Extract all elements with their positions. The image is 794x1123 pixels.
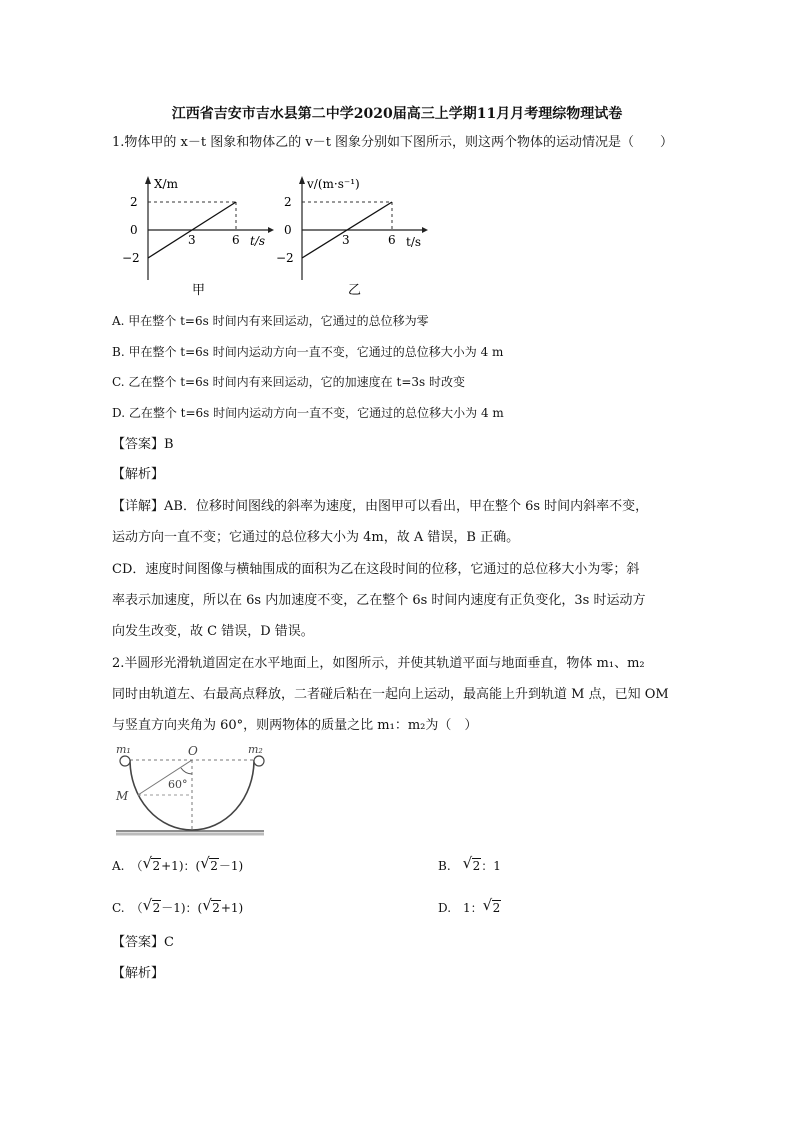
q2-option-b-prefix: B.: [438, 859, 463, 873]
semicircle-track-figure: [112, 744, 268, 838]
x-label: t/s: [406, 235, 422, 249]
radical-sign: √: [462, 854, 473, 872]
tick-x-mid: 3: [188, 233, 196, 247]
radical-sign: √: [142, 896, 153, 914]
q2-stem-line-1: 2.半圆形光滑轨道固定在水平地面上，如图所示，并使其轨道平面与地面垂直，物体 m₁、m₂: [112, 656, 645, 671]
graph-yi: [272, 170, 442, 300]
q1-option-d: D. 乙在整个 t=6s 时间内运动方向一直不变，它通过的总位移大小为 4 m: [112, 406, 504, 420]
tick-y-bottom: −2: [276, 251, 294, 265]
radical-sign: √: [200, 854, 210, 872]
q2-option-d: [438, 896, 501, 916]
page-title: 江西省吉安市吉水县第二中学2020届高三上学期11月月考理综物理试卷: [171, 106, 623, 122]
q2-option-a-suffix: －1): [218, 859, 244, 873]
sqrt-icon: [200, 854, 219, 874]
tick-y-bottom: −2: [122, 251, 140, 265]
q1-option-b: B. 甲在整个 t=6s 时间内运动方向一直不变，它通过的总位移大小为 4 m: [112, 345, 504, 359]
q2-option-b: [438, 854, 501, 874]
q2-option-a: [112, 854, 244, 874]
label-o: O: [188, 744, 198, 758]
q2-answer: 【答案】C: [112, 935, 174, 950]
tick-x-mid: 3: [342, 233, 350, 247]
q1-detail-line-2: 运动方向一直不变；它通过的总位移大小为 4m，故 A 错误，B 正确。: [112, 530, 520, 545]
sqrt-argument: 2: [210, 859, 218, 873]
tick-y-top: 2: [130, 195, 138, 209]
radical-sign: √: [482, 896, 493, 914]
q2-stem-line-3: 与竖直方向夹角为 60°，则两物体的质量之比 m₁：m₂为（ ）: [112, 718, 478, 733]
sqrt-argument: 2: [152, 901, 161, 915]
sqrt-icon: [142, 896, 162, 916]
q1-stem: 1.物体甲的 x－t 图象和物体乙的 v－t 图象分别如下图所示，则这两个物体的运动情况是（ ）: [112, 135, 674, 150]
label-angle: 60°: [168, 778, 188, 791]
sqrt-argument: 2: [492, 901, 501, 915]
label-m2: m₂: [248, 744, 263, 756]
tick-y-zero: 0: [130, 223, 138, 237]
q1-detail-line-4: 率表示加速度，所以在 6s 内加速度不变，乙在整个 6s 时间内速度有正负变化，3s 时运动方: [112, 593, 646, 608]
q2-stem-line-2: 同时由轨道左、右最高点释放，二者碰后粘在一起向上运动，最高能上升到轨道 M 点，已知 OM: [112, 687, 669, 702]
sqrt-argument: 2: [472, 859, 481, 873]
q1-detail-line-5: 向发生改变，故 C 错误，D 错误。: [112, 624, 314, 639]
label-m: M: [116, 789, 129, 803]
caption-yi: 乙: [348, 283, 362, 298]
y-label: X/m: [154, 177, 178, 191]
y-label: v/(m·s⁻¹): [307, 177, 360, 191]
graph-jia: [118, 170, 278, 300]
q2-option-c: [112, 896, 244, 916]
q1-option-c: C. 乙在整个 t=6s 时间内有来回运动，它的加速度在 t=3s 时改变: [112, 375, 465, 389]
q1-analysis-label: 【解析】: [112, 467, 165, 482]
sqrt-icon: [482, 896, 502, 916]
y-axis-arrow: [299, 176, 305, 184]
sqrt-argument: 2: [212, 901, 220, 915]
q1-answer: 【答案】B: [112, 437, 174, 452]
q2-option-c-suffix: +1): [220, 901, 244, 915]
caption-jia: 甲: [192, 283, 206, 298]
radical-sign: √: [142, 854, 153, 872]
radical-sign: √: [202, 896, 212, 914]
tick-x-end: 6: [232, 233, 240, 247]
angle-arc: [181, 768, 192, 774]
q1-detail-line-1: 【详解】AB．位移时间图线的斜率为速度，由图甲可以看出，甲在整个 6s 时间内斜率不变，: [112, 499, 649, 514]
x-axis-arrow: [422, 227, 428, 233]
q2-option-a-prefix: A. （: [112, 859, 143, 873]
q2-option-c-mid: －1)：(: [161, 901, 203, 915]
label-m1: m₁: [116, 744, 131, 756]
q1-detail-line-3: CD．速度时间图像与横轴围成的面积为乙在这段时间的位移，它通过的总位移大小为零；斜: [112, 562, 640, 577]
sqrt-icon: [462, 854, 482, 874]
tick-y-top: 2: [284, 195, 292, 209]
q2-option-b-suffix: ：1: [481, 859, 501, 873]
tick-x-end: 6: [388, 233, 396, 247]
q2-option-a-mid: +1)：(: [161, 859, 201, 873]
q2-option-c-prefix: C. （: [112, 901, 143, 915]
q1-option-a: A. 甲在整个 t=6s 时间内有来回运动，它通过的总位移为零: [112, 314, 429, 328]
x-label: t/s: [250, 234, 266, 248]
sqrt-icon: [142, 854, 161, 874]
ball-m1: [120, 756, 130, 766]
q2-analysis-label: 【解析】: [112, 966, 165, 981]
y-axis-arrow: [145, 176, 151, 184]
q2-option-d-prefix: D. 1：: [438, 901, 483, 915]
sqrt-argument: 2: [152, 859, 161, 873]
ball-m2: [254, 756, 264, 766]
tick-y-zero: 0: [284, 223, 292, 237]
sqrt-icon: [202, 896, 221, 916]
